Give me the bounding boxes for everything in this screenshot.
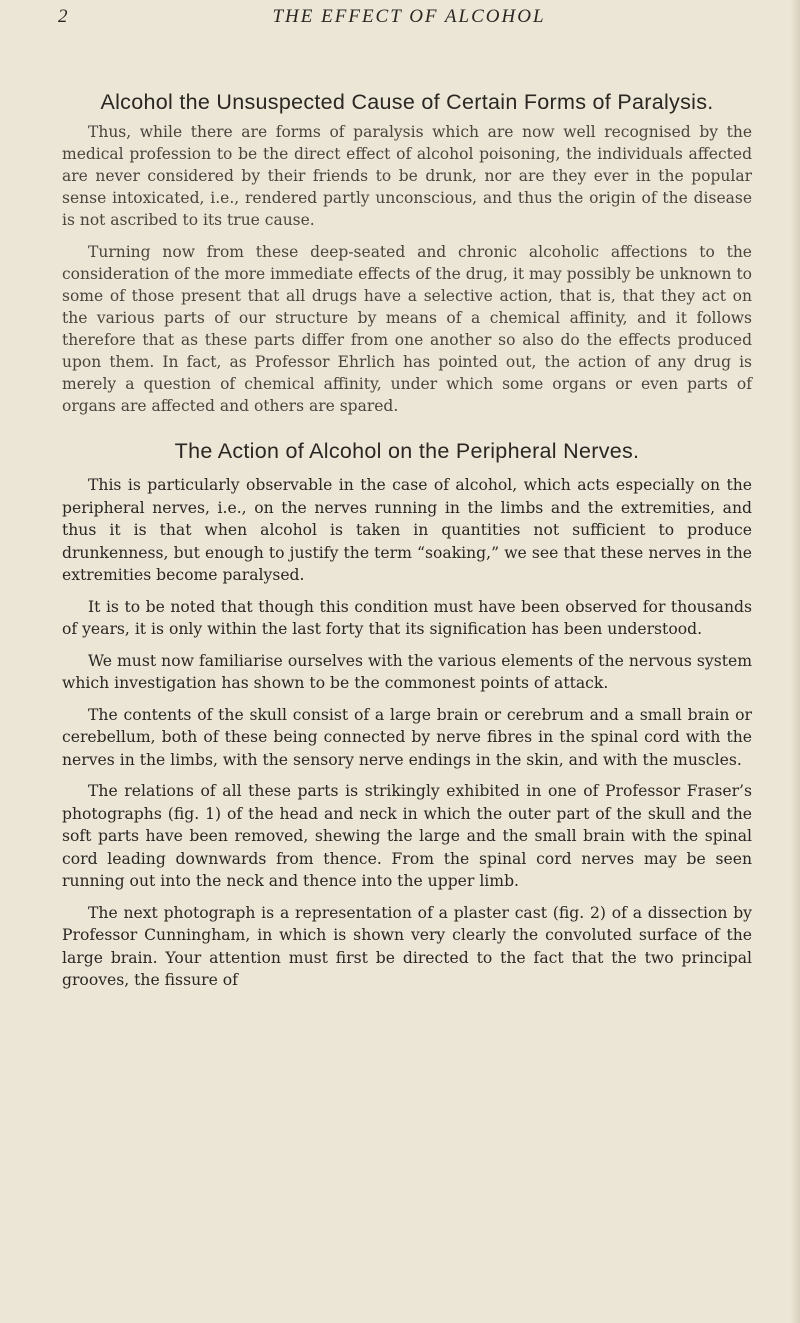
paragraph: The next photograph is a representation of a plaster cast (fig. 2) of a dissection by Professor Cunningham, in which is shown very clearly the convoluted surface of the large brain. Your attention must first be directed to the fact that the two principal grooves, the fissure of [62,903,752,989]
paragraph: The contents of the skull consist of a large brain or cerebrum and a small brain or cerebellum, both of these being connected by nerve fibres in the spinal cord with the nerves in the limbs, with the sensory nerve endings in the skin, and with the muscles. [62,705,752,769]
running-head [58,6,760,32]
paragraph: It is to be noted that though this condition must have been observed for thousands of years, it is only within the last forty that its signification has been understood. [62,597,752,638]
page-number: 2 [58,6,68,27]
paragraph: Turning now from these deep-seated and chronic alcoholic affections to the consideration of the more immediate effects of the drug, it may possibly be unknown to some of those present that all drugs have a selective action, that is, that they act on the various parts of our structure by means of a chemical affinity, and it follows therefore that as these parts differ from one another so also do the effects produced upon them. In fact, as Professor Ehrlich has pointed out, the action of any drug is merely a question of chemical affinity, under which some organs or even parts of organs are affected and others are spared. [62,243,752,415]
page-edge-shadow [790,0,800,1323]
paragraph: This is particularly observable in the case of alcohol, which acts especially on the peripheral nerves, i.e., on the nerves running in the limbs and the extremities, and thus it is that when alcohol is taken in quantities not sufficient to produce drunkenness, but enough to justify the term “soaking,” we see that these nerves in the extremities become paralysed. [62,476,752,584]
page-content [62,90,752,1001]
running-title: THE EFFECT OF ALCOHOL [272,6,546,27]
section-heading-paralysis: Alcohol the Unsuspected Cause of Certain Forms of Paralysis. [100,90,714,114]
paragraph: Thus, while there are forms of paralysis which are now well recognised by the medical profession to be the direct effect of alcohol poisoning, the individuals affected are never considered by their friends to be drunk, nor are they ever in the popular sense intoxicated, i.e., rendered partly unconscious, and thus the origin of the disease is not ascribed to its true cause. [62,123,752,229]
paragraph: We must now familiarise ourselves with the various elements of the nervous system which investigation has shown to be the commonest points of attack. [62,651,752,692]
paragraph: The relations of all these parts is strikingly exhibited in one of Professor Fraser’s photographs (fig. 1) of the head and neck in which the outer part of the skull and the soft parts have been removed, shewing the large and the small brain with the spinal cord leading downwards from thence. From the spinal cord nerves may be seen running out into the neck and thence into the upper limb. [62,782,752,890]
section-heading-peripheral-nerves: The Action of Alcohol on the Peripheral Nerves. [174,439,640,463]
